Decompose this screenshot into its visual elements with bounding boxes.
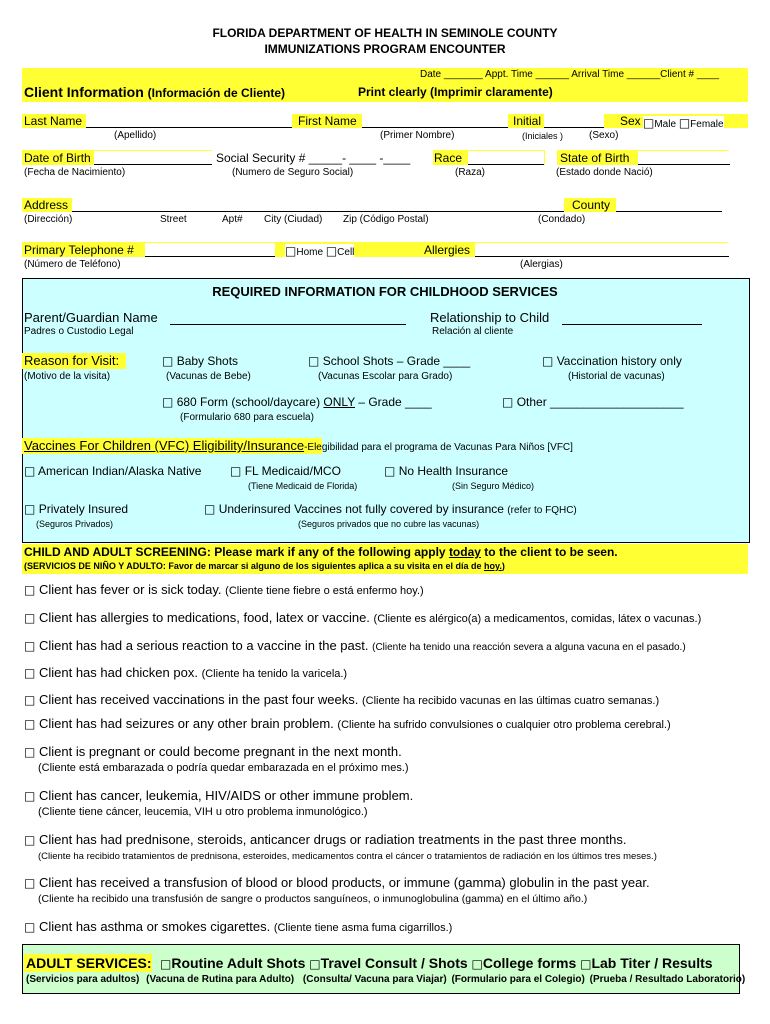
checkbox-icon[interactable]: □ bbox=[24, 876, 36, 890]
dob-label: Date of Birth bbox=[24, 151, 91, 165]
address-es: (Dirección) bbox=[24, 214, 73, 225]
form680-option[interactable]: □ 680 Form (school/daycare) ONLY – Grade ____ bbox=[162, 395, 432, 409]
screening-item[interactable]: □ Client is pregnant or could become pregnant in the next month. bbox=[24, 744, 402, 759]
childhood-title: REQUIRED INFORMATION FOR CHILDHOOD SERVICES bbox=[212, 284, 558, 299]
checkbox-icon[interactable]: □ bbox=[24, 717, 36, 731]
relationship-field[interactable] bbox=[562, 310, 702, 325]
home-checkbox-icon[interactable]: □ bbox=[285, 244, 297, 258]
allergies-field[interactable] bbox=[475, 243, 729, 257]
screening-title: CHILD AND ADULT SCREENING: Please mark if any of the following apply today to the client to be seen. bbox=[24, 545, 618, 559]
checkbox-icon[interactable]: □ bbox=[24, 920, 36, 934]
client-info-title: Client Information (Información de Cliente) bbox=[24, 84, 286, 100]
checkbox-icon[interactable]: □ bbox=[24, 789, 36, 803]
checkbox-icon[interactable]: □ bbox=[24, 583, 36, 597]
checkbox-icon[interactable]: □ bbox=[204, 502, 216, 516]
state-birth-label: State of Birth bbox=[560, 151, 630, 165]
form-subtitle: IMMUNIZATIONS PROGRAM ENCOUNTER bbox=[264, 42, 506, 56]
ssn-es: (Numero de Seguro Social) bbox=[232, 167, 354, 178]
phone-es: (Número de Teléfono) bbox=[24, 259, 121, 270]
initial-field[interactable] bbox=[544, 114, 604, 128]
reason-label: Reason for Visit: bbox=[24, 353, 120, 368]
checkbox-icon[interactable]: □ bbox=[24, 833, 36, 847]
street-sub: Street bbox=[160, 214, 187, 225]
race-label: Race bbox=[434, 151, 463, 165]
initial-es: (Iniciales ) bbox=[522, 131, 564, 141]
screening-item[interactable]: □ Client has asthma or smokes cigarettes. (Cliente tiene asma fuma cigarrillos.) bbox=[24, 919, 453, 934]
sex-options[interactable]: □Male □Female bbox=[643, 116, 724, 130]
phone-type[interactable]: □Home □Cell bbox=[285, 244, 355, 258]
school-shots-option[interactable]: □ School Shots – Grade ____ bbox=[308, 354, 471, 368]
checkbox-icon[interactable]: □ bbox=[24, 693, 36, 707]
sex-es: (Sexo) bbox=[589, 130, 619, 141]
vfc-title: Vaccines For Children (VFC) Eligibility/Insurance-Elegibilidad para el programa de Vacunas Para Niños [VFC] bbox=[24, 438, 573, 453]
meta-line[interactable]: Date _______ Appt. Time ______ Arrival Time ______Client # ____ bbox=[420, 69, 720, 80]
sex-label: Sex bbox=[620, 114, 641, 128]
routine-checkbox-icon[interactable]: □ bbox=[160, 957, 172, 971]
cell-checkbox-icon[interactable]: □ bbox=[325, 244, 338, 258]
checkbox-icon[interactable]: □ bbox=[24, 611, 36, 625]
last-name-field[interactable] bbox=[86, 114, 292, 128]
screening-item[interactable]: □ Client has had a serious reaction to a vaccine in the past. (Cliente ha tenido una reacción severa a alguna vacuna en el pasado.) bbox=[24, 638, 686, 653]
checkbox-icon[interactable]: □ bbox=[24, 666, 36, 680]
screening-item[interactable]: □ Client has fever or is sick today. (Cliente tiene fiebre o está enfermo hoy.) bbox=[24, 582, 424, 597]
first-name-es: (Primer Nombre) bbox=[380, 130, 455, 141]
relationship-label: Relationship to Child bbox=[430, 310, 550, 325]
checkbox-icon[interactable]: □ bbox=[308, 354, 320, 368]
form-title: FLORIDA DEPARTMENT OF HEALTH IN SEMINOLE COUNTY bbox=[212, 26, 558, 40]
underinsured-es: (Seguros privados que no cubre las vacunas) bbox=[298, 519, 480, 529]
phone-label: Primary Telephone # bbox=[24, 243, 134, 257]
private-es: (Seguros Privados) bbox=[36, 519, 114, 529]
screening-item[interactable]: □ Client has had chicken pox. (Cliente ha tenido la varicela.) bbox=[24, 665, 348, 680]
checkbox-icon[interactable]: □ bbox=[24, 639, 36, 653]
last-name-es: (Apellido) bbox=[114, 130, 157, 141]
college-checkbox-icon[interactable]: □ bbox=[471, 957, 483, 971]
print-clearly: Print clearly (Imprimir claramente) bbox=[358, 85, 553, 99]
checkbox-icon[interactable]: □ bbox=[502, 395, 514, 409]
checkbox-icon[interactable]: □ bbox=[24, 502, 36, 516]
form680-es: (Formulario 680 para escuela) bbox=[180, 412, 314, 423]
travel-checkbox-icon[interactable]: □ bbox=[309, 957, 321, 971]
checkbox-icon[interactable]: □ bbox=[230, 464, 242, 478]
initial-label: Initial bbox=[513, 114, 542, 128]
first-name-field[interactable] bbox=[362, 114, 508, 128]
city-sub: City (Ciudad) bbox=[264, 214, 323, 225]
county-label: County bbox=[572, 198, 611, 212]
zip-sub: Zip (Código Postal) bbox=[343, 214, 429, 225]
state-birth-field[interactable] bbox=[638, 151, 730, 165]
screening-item-es: (Cliente ha recibido tratamientos de prednisona, esteroides, medicamentos contra el cáncer o tratamientos de radiación en los últimos tres meses.) bbox=[38, 851, 657, 862]
screening-item[interactable]: □ Client has had seizures or any other brain problem. (Cliente ha sufrido convulsiones o cualquier otro problema cerebral.) bbox=[24, 716, 671, 731]
private-option[interactable]: □ Privately Insured bbox=[24, 502, 129, 516]
apt-sub: Apt# bbox=[222, 214, 243, 225]
screening-item[interactable]: □ Client has had prednisone, steroids, anticancer drugs or radiation treatments in the past three months. bbox=[24, 832, 627, 847]
screening-item-es: (Cliente tiene cáncer, leucemia, VIH u otro problema inmunológico.) bbox=[38, 806, 368, 818]
county-es: (Condado) bbox=[538, 214, 586, 225]
adult-options[interactable]: □Routine Adult Shots □Travel Consult / Shots □College forms □Lab Titer / Results bbox=[160, 955, 713, 971]
race-es: (Raza) bbox=[455, 167, 486, 178]
address-field[interactable] bbox=[72, 198, 564, 212]
checkbox-icon[interactable]: □ bbox=[24, 464, 36, 478]
screening-item[interactable]: □ Client has allergies to medications, food, latex or vaccine. (Cliente es alérgico(a) a medicamentos, comidas, látex o vacunas.) bbox=[24, 610, 702, 625]
checkbox-icon[interactable]: □ bbox=[542, 354, 554, 368]
no-insurance-es: (Sin Seguro Médico) bbox=[452, 481, 535, 491]
checkbox-icon[interactable]: □ bbox=[162, 354, 174, 368]
allergies-label: Allergies bbox=[424, 243, 471, 257]
address-label: Address bbox=[24, 198, 69, 212]
allergies-es: (Alergias) bbox=[520, 259, 563, 270]
screening-item[interactable]: □ Client has received a transfusion of blood or blood products, or immune (gamma) globulin in the past year. bbox=[24, 875, 650, 890]
male-checkbox-icon[interactable]: □ bbox=[643, 116, 655, 130]
checkbox-icon[interactable]: □ bbox=[162, 395, 174, 409]
vacc-history-es: (Historial de vacunas) bbox=[568, 371, 665, 382]
race-field[interactable] bbox=[468, 151, 544, 165]
female-checkbox-icon[interactable]: □ bbox=[678, 116, 691, 130]
county-field[interactable] bbox=[616, 198, 722, 212]
screening-subtitle: (SERVICIOS DE NIÑO Y ADULTO: Favor de marcar si alguno de los siguientes aplica a su visita en el día de hoy.) bbox=[24, 561, 505, 571]
first-name-label: First Name bbox=[298, 114, 357, 128]
parent-field[interactable] bbox=[170, 310, 406, 325]
american-indian-option[interactable]: □ American Indian/Alaska Native bbox=[24, 464, 202, 478]
baby-shots-es: (Vacunas de Bebe) bbox=[166, 371, 251, 382]
other-option[interactable]: □ Other ____________________ bbox=[502, 395, 684, 409]
medicaid-option[interactable]: □ FL Medicaid/MCO bbox=[230, 464, 341, 478]
phone-field[interactable] bbox=[145, 243, 275, 257]
screening-item[interactable]: □ Client has received vaccinations in the past four weeks. (Cliente ha recibido vacunas en las últimas cuatro semanas.) bbox=[24, 692, 660, 707]
medicaid-es: (Tiene Medicaid de Florida) bbox=[248, 481, 358, 491]
checkbox-icon[interactable]: □ bbox=[384, 464, 396, 478]
dob-field[interactable] bbox=[94, 151, 212, 165]
school-shots-es: (Vacunas Escolar para Grado) bbox=[318, 371, 453, 382]
screening-item[interactable]: □ Client has cancer, leukemia, HIV/AIDS or other immune problem. bbox=[24, 788, 414, 803]
dob-es: (Fecha de Nacimiento) bbox=[24, 167, 126, 178]
adult-title: ADULT SERVICES: bbox=[26, 955, 152, 971]
checkbox-icon[interactable]: □ bbox=[24, 745, 36, 759]
parent-es: Padres o Custodio Legal bbox=[24, 326, 134, 337]
screening-item-es: (Cliente está embarazada o podría quedar embarazada en el próximo mes.) bbox=[38, 762, 409, 774]
state-birth-es: (Estado donde Nació) bbox=[556, 167, 653, 178]
underinsured-option[interactable]: □ Underinsured Vaccines not fully covered by insurance (refer to FQHC) bbox=[204, 502, 577, 516]
screening-item-es: (Cliente ha recibido una transfusión de sangre o productos sanguíneos, o inmunoglobulina (gamma) en el último año.) bbox=[38, 893, 588, 905]
relationship-es: Relación al cliente bbox=[432, 326, 514, 337]
no-insurance-option[interactable]: □ No Health Insurance bbox=[384, 464, 509, 478]
vacc-history-option[interactable]: □ Vaccination history only bbox=[542, 354, 682, 368]
ssn-field[interactable]: Social Security # _____- ____ -____ bbox=[216, 151, 411, 165]
reason-es: (Motivo de la visita) bbox=[24, 371, 111, 382]
last-name-label: Last Name bbox=[24, 114, 83, 128]
lab-checkbox-icon[interactable]: □ bbox=[580, 957, 592, 971]
parent-label: Parent/Guardian Name bbox=[24, 310, 158, 325]
baby-shots-option[interactable]: □ Baby Shots bbox=[162, 354, 239, 368]
adult-es-line: (Servicios para adultos) (Vacuna de Rutina para Adulto) (Consulta/ Vacuna para Viajar) (Formulario para el Colegio) (Prueba / Resultado Laboratorio) bbox=[26, 974, 746, 985]
